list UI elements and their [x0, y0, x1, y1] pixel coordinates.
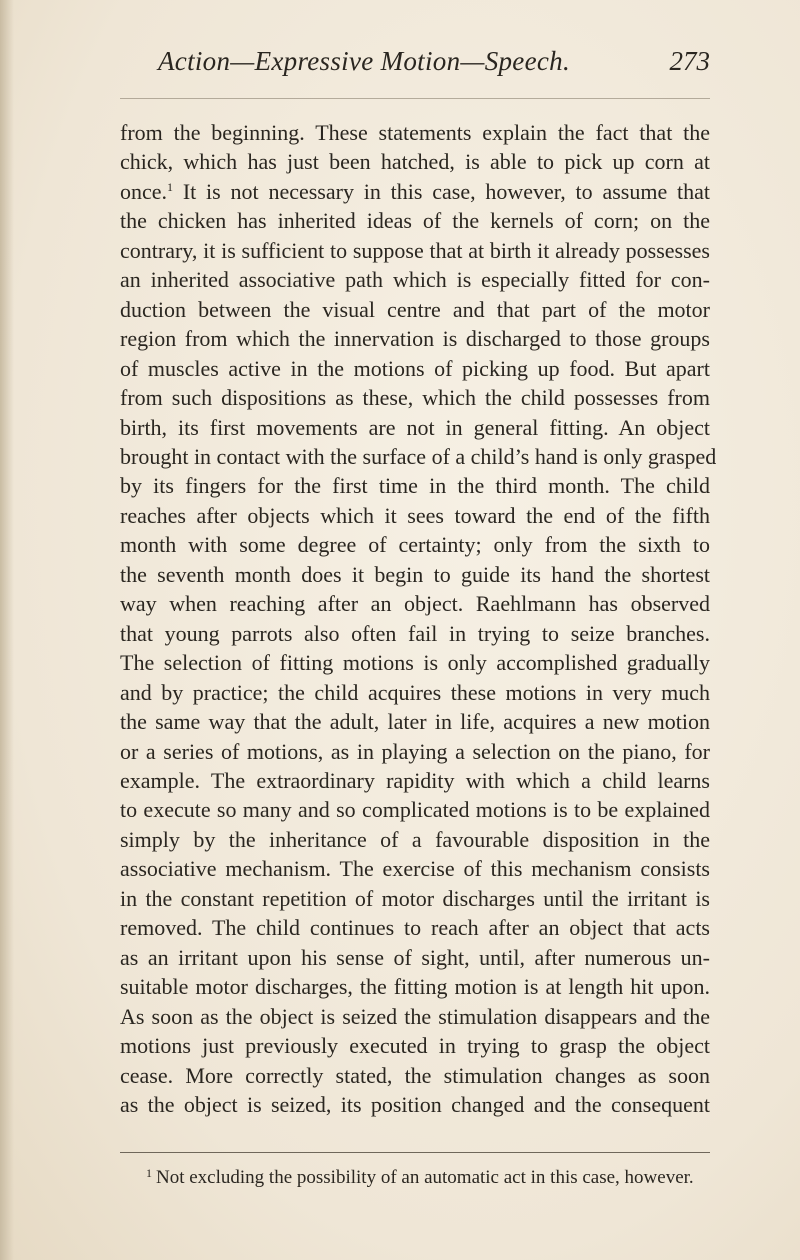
text-line: month with some degree of certainty; only from the sixth to	[120, 532, 710, 558]
text-line: or a series of motions, as in playing a selection on the piano, for	[120, 738, 710, 764]
text-line: The selection of fitting motions is only accomplished gradually	[120, 650, 710, 676]
text-line: region from which the innervation is discharged to those groups	[120, 326, 710, 352]
page-gutter-shadow	[0, 0, 14, 1260]
text-line: contrary, it is sufficient to suppose that at birth it already possesses	[120, 237, 710, 263]
text-line: birth, its first movements are not in general fitting. An object	[120, 414, 710, 440]
text-line: way when reaching after an object. Raehlmann has observed	[120, 591, 710, 617]
text-line: brought in contact with the surface of a child’s hand is only grasped	[120, 443, 717, 469]
text-line: the chicken has inherited ideas of the kernels of corn; on the	[120, 208, 710, 234]
text-line-with-footnote-ref	[120, 177, 710, 206]
text-line: as the object is seized, its position changed and the consequent	[120, 1091, 710, 1117]
text-line: removed. The child continues to reach after an object that acts	[120, 915, 710, 941]
text-line: from the beginning. These statements explain the fact that the	[120, 120, 710, 145]
footnote-text: Not excluding the possibility of an automatic act in this case, however.	[156, 1167, 694, 1188]
footnote-marker: 1	[146, 1166, 152, 1180]
text-line: simply by the inheritance of a favourable disposition in the	[120, 826, 710, 852]
text-line: in the constant repetition of motor discharges until the irritant is	[120, 885, 710, 911]
text-line: that young parrots also often fail in trying to seize branches.	[120, 620, 710, 646]
footnote-reference: 1	[167, 179, 174, 194]
running-header	[150, 44, 710, 88]
text-line: suitable motor discharges, the fitting motion is at length hit upon.	[120, 974, 710, 1000]
text-line: As soon as the object is seized the stimulation disappears and the	[120, 1003, 710, 1029]
text-line: an inherited associative path which is especially fitted for con-	[120, 267, 710, 293]
text-line: and by practice; the child acquires these motions in very much	[120, 679, 710, 705]
header-rule	[120, 98, 710, 99]
text-line: cease. More correctly stated, the stimulation changes as soon	[120, 1062, 710, 1088]
running-header-title: Action—Expressive Motion—Speech.	[158, 46, 570, 76]
text-fragment: It is not necessary in this case, however, to assume that	[182, 178, 710, 204]
body-paragraph	[120, 118, 717, 1119]
text-line: the same way that the adult, later in life, acquires a new motion	[120, 709, 710, 735]
text-line: motions just previously executed in trying to grasp the object	[120, 1033, 710, 1059]
text-line: chick, which has just been hatched, is able to pick up corn at	[120, 149, 710, 175]
footnote-rule	[120, 1152, 710, 1153]
text-line: example. The extraordinary rapidity with which a child learns	[120, 767, 710, 793]
footnote	[120, 1160, 710, 1191]
text-line: to execute so many and so complicated motions is to be explained	[120, 797, 710, 823]
page-number: 273	[669, 46, 710, 76]
text-line: duction between the visual centre and that part of the motor	[120, 296, 710, 322]
text-line: as an irritant upon his sense of sight, until, after numerous un-	[120, 944, 710, 970]
text-fragment: once.	[120, 178, 168, 204]
text-line: by its fingers for the first time in the third month. The child	[120, 473, 710, 499]
text-line: of muscles active in the motions of picking up food. But apart	[120, 355, 710, 381]
text-line: associative mechanism. The exercise of this mechanism consists	[120, 856, 710, 882]
text-line: the seventh month does it begin to guide its hand the shortest	[120, 561, 710, 587]
text-line: reaches after objects which it sees toward the end of the fifth	[120, 502, 710, 528]
text-line: from such dispositions as these, which the child possesses from	[120, 385, 710, 411]
